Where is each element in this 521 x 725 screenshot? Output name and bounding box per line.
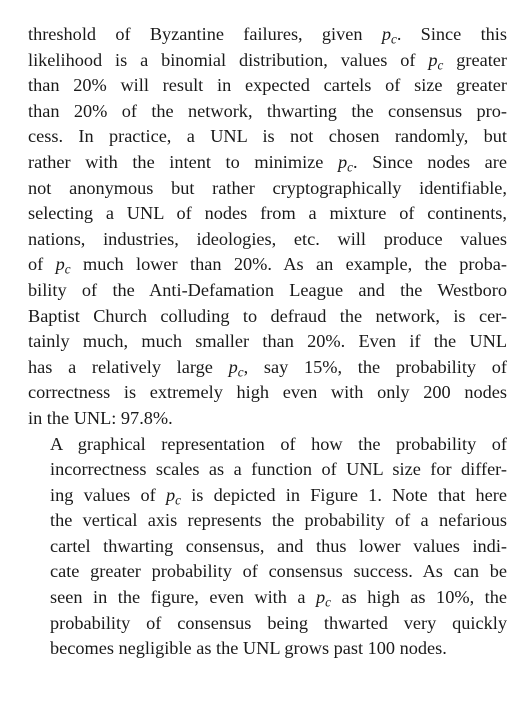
text-run: bility of the Anti-Defamation League and the Westboro bbox=[28, 279, 507, 300]
math-variable: p bbox=[55, 254, 65, 275]
text-run: much lower than 20%. As an example, the proba- bbox=[70, 254, 507, 275]
text-run: probability of consensus being thwarted very quickly bbox=[50, 612, 507, 633]
text-line bbox=[28, 176, 507, 202]
text-line bbox=[28, 22, 507, 48]
text-run: cess. In practice, a UNL is not chosen randomly, but bbox=[28, 126, 507, 147]
text-run: selecting a UNL of nodes from a mixture of continents, bbox=[28, 203, 507, 224]
text-run: in the UNL: 97.8%. bbox=[28, 407, 173, 428]
text-line bbox=[28, 278, 507, 304]
text-run: . Since nodes are bbox=[353, 151, 507, 172]
text-run: seen in the figure, even with a bbox=[50, 587, 317, 608]
text-line bbox=[28, 99, 507, 125]
text-run: , say 15%, the probability of bbox=[243, 356, 508, 377]
paragraph-2 bbox=[28, 432, 507, 662]
math-variable: p bbox=[381, 24, 391, 44]
text-run: ing values of bbox=[50, 484, 166, 505]
text-run: threshold of Byzantine failures, given bbox=[28, 24, 382, 44]
text-line bbox=[28, 611, 507, 637]
text-run: has a relatively large bbox=[28, 356, 229, 377]
math-subscript: c bbox=[175, 492, 181, 508]
text-run: nations, industries, ideologies, etc. will produce values bbox=[28, 228, 507, 249]
text-run: of bbox=[28, 254, 56, 275]
text-line bbox=[28, 380, 507, 406]
text-run: greater bbox=[443, 49, 507, 70]
math-subscript: c bbox=[237, 364, 244, 380]
text-line bbox=[28, 432, 507, 458]
math-variable: p bbox=[338, 151, 348, 172]
text-line bbox=[28, 559, 507, 585]
text-line bbox=[28, 73, 507, 99]
text-run: tainly much, much smaller than 20%. Even if the UNL bbox=[28, 331, 507, 352]
text-line bbox=[28, 636, 507, 662]
math-variable: p bbox=[228, 356, 238, 377]
paragraph-1 bbox=[28, 22, 507, 432]
text-run: A graphical representation of how the probability of bbox=[50, 433, 507, 454]
text-line bbox=[28, 329, 507, 355]
text-line bbox=[28, 508, 507, 534]
text-line bbox=[28, 48, 507, 74]
math-variable: p bbox=[165, 484, 176, 505]
text-line bbox=[28, 252, 507, 278]
text-run: as high as 10%, the bbox=[331, 587, 507, 608]
text-line bbox=[28, 585, 507, 611]
text-run: not anonymous but rather cryptographically identifiable, bbox=[28, 177, 507, 198]
text-line bbox=[28, 457, 507, 483]
math-subscript: c bbox=[64, 262, 71, 278]
math-subscript: c bbox=[325, 594, 332, 610]
text-run: becomes negligible as the UNL grows past 100 nodes. bbox=[50, 638, 447, 659]
text-run: . Since this bbox=[396, 24, 507, 44]
math-variable: p bbox=[428, 49, 438, 70]
text-line bbox=[28, 201, 507, 227]
text-line bbox=[28, 534, 507, 560]
text-line bbox=[28, 304, 507, 330]
text-run: correctness is extremely high even with only 200 nodes bbox=[28, 382, 507, 403]
math-variable: p bbox=[316, 587, 326, 608]
text-line bbox=[28, 150, 507, 176]
text-line bbox=[28, 227, 507, 253]
math-subscript: c bbox=[390, 31, 397, 47]
text-run: rather with the intent to minimize bbox=[28, 151, 339, 172]
text-run: likelihood is a binomial distribution, values of bbox=[28, 49, 429, 70]
text-run: cartel thwarting consensus, and thus lower values indi- bbox=[50, 535, 507, 556]
text-run: is depicted in Figure 1. Note that here bbox=[180, 484, 507, 505]
text-line bbox=[28, 483, 507, 509]
text-run: than 20% of the network, thwarting the consensus pro- bbox=[28, 100, 507, 121]
text-run: the vertical axis represents the probability of a nefarious bbox=[50, 510, 507, 531]
text-run: than 20% will result in expected cartels of size greater bbox=[28, 75, 507, 96]
math-subscript: c bbox=[347, 159, 354, 175]
text-run: incorrectness scales as a function of UNL size for differ- bbox=[50, 459, 507, 480]
text-line bbox=[28, 355, 507, 381]
text-run: Baptist Church colluding to defraud the network, is cer- bbox=[28, 305, 507, 326]
text-line bbox=[28, 406, 507, 432]
math-subscript: c bbox=[437, 57, 444, 73]
text-line bbox=[28, 124, 507, 150]
text-run: cate greater probability of consensus success. As can be bbox=[50, 561, 507, 582]
